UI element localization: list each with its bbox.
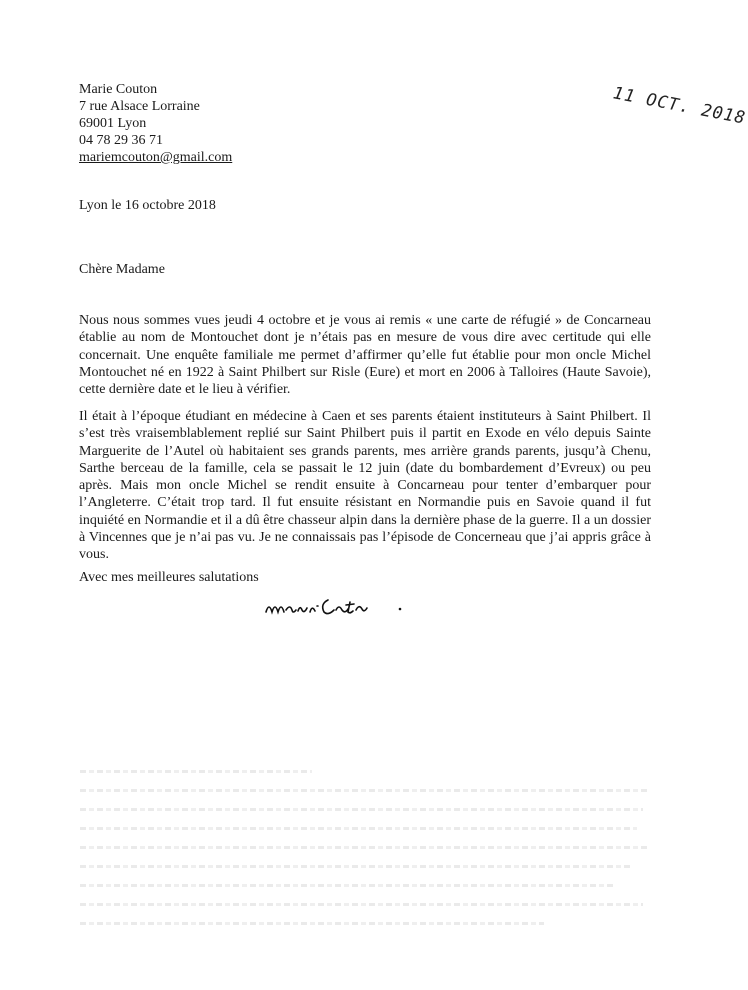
sender-street: 7 rue Alsace Lorraine xyxy=(79,99,200,114)
sender-city: 69001 Lyon xyxy=(79,116,147,131)
sender-phone: 04 78 29 36 71 xyxy=(79,133,163,148)
bleed-through-text xyxy=(80,770,660,970)
sender-name: Marie Couton xyxy=(79,82,158,97)
salutation: Chère Madame xyxy=(79,262,165,277)
closing-line: Avec mes meilleures salutations xyxy=(79,570,259,585)
letter-date: Lyon le 16 octobre 2018 xyxy=(79,198,216,213)
sender-email: mariemcouton@gmail.com xyxy=(79,150,233,165)
sender-address-block xyxy=(79,81,232,166)
handwritten-signature xyxy=(262,592,412,622)
received-date-stamp: 11 OCT. 2018 xyxy=(611,83,748,129)
body-paragraph-2: Il était à l’époque étudiant en médecine à Caen et ses parents étaient instituteurs à Saint Philbert. Il s’est très vraisemblablement replié sur Saint Philbert puis il partit en Exode en vélo depuis Sainte Marguerite de l’Autel où habitaient ses grands parents, mes arrière grands parents, jusqu’à Chenu, Sarthe berceau de la famille, cela se passait le 12 juin (date du bombardement d’Evreux) ou peu après. Mais mon oncle Michel se rendit ensuite à Concarneau pour tenter d’embarquer pour l’Angleterre. C’était trop tard. Il fut ensuite résistant en Normandie puis en Savoie quand il fut inquiété en Normandie et il a dû être chasseur alpin dans la dernière phase de la guerre. Il a un dossier à Vincennes que je n’ai pas vu. Je ne connaissais pas l’épisode de Concerneau que j’ai appris grâce à vous. xyxy=(79,409,651,563)
body-paragraph-1: Nous nous sommes vues jeudi 4 octobre et je vous ai remis « une carte de réfugié » de Concarneau établie au nom de Montouchet dont je n’étais pas en mesure de vous dire avec certitude qui elle concernait. Une enquête familiale me permet d’affirmer qu’elle fut établie pour mon oncle Michel Montouchet né en 1922 à Saint Philbert sur Risle (Eure) et mort en 2006 à Talloires (Haute Savoie), cette dernière date et le lieu à vérifier. xyxy=(79,313,651,398)
